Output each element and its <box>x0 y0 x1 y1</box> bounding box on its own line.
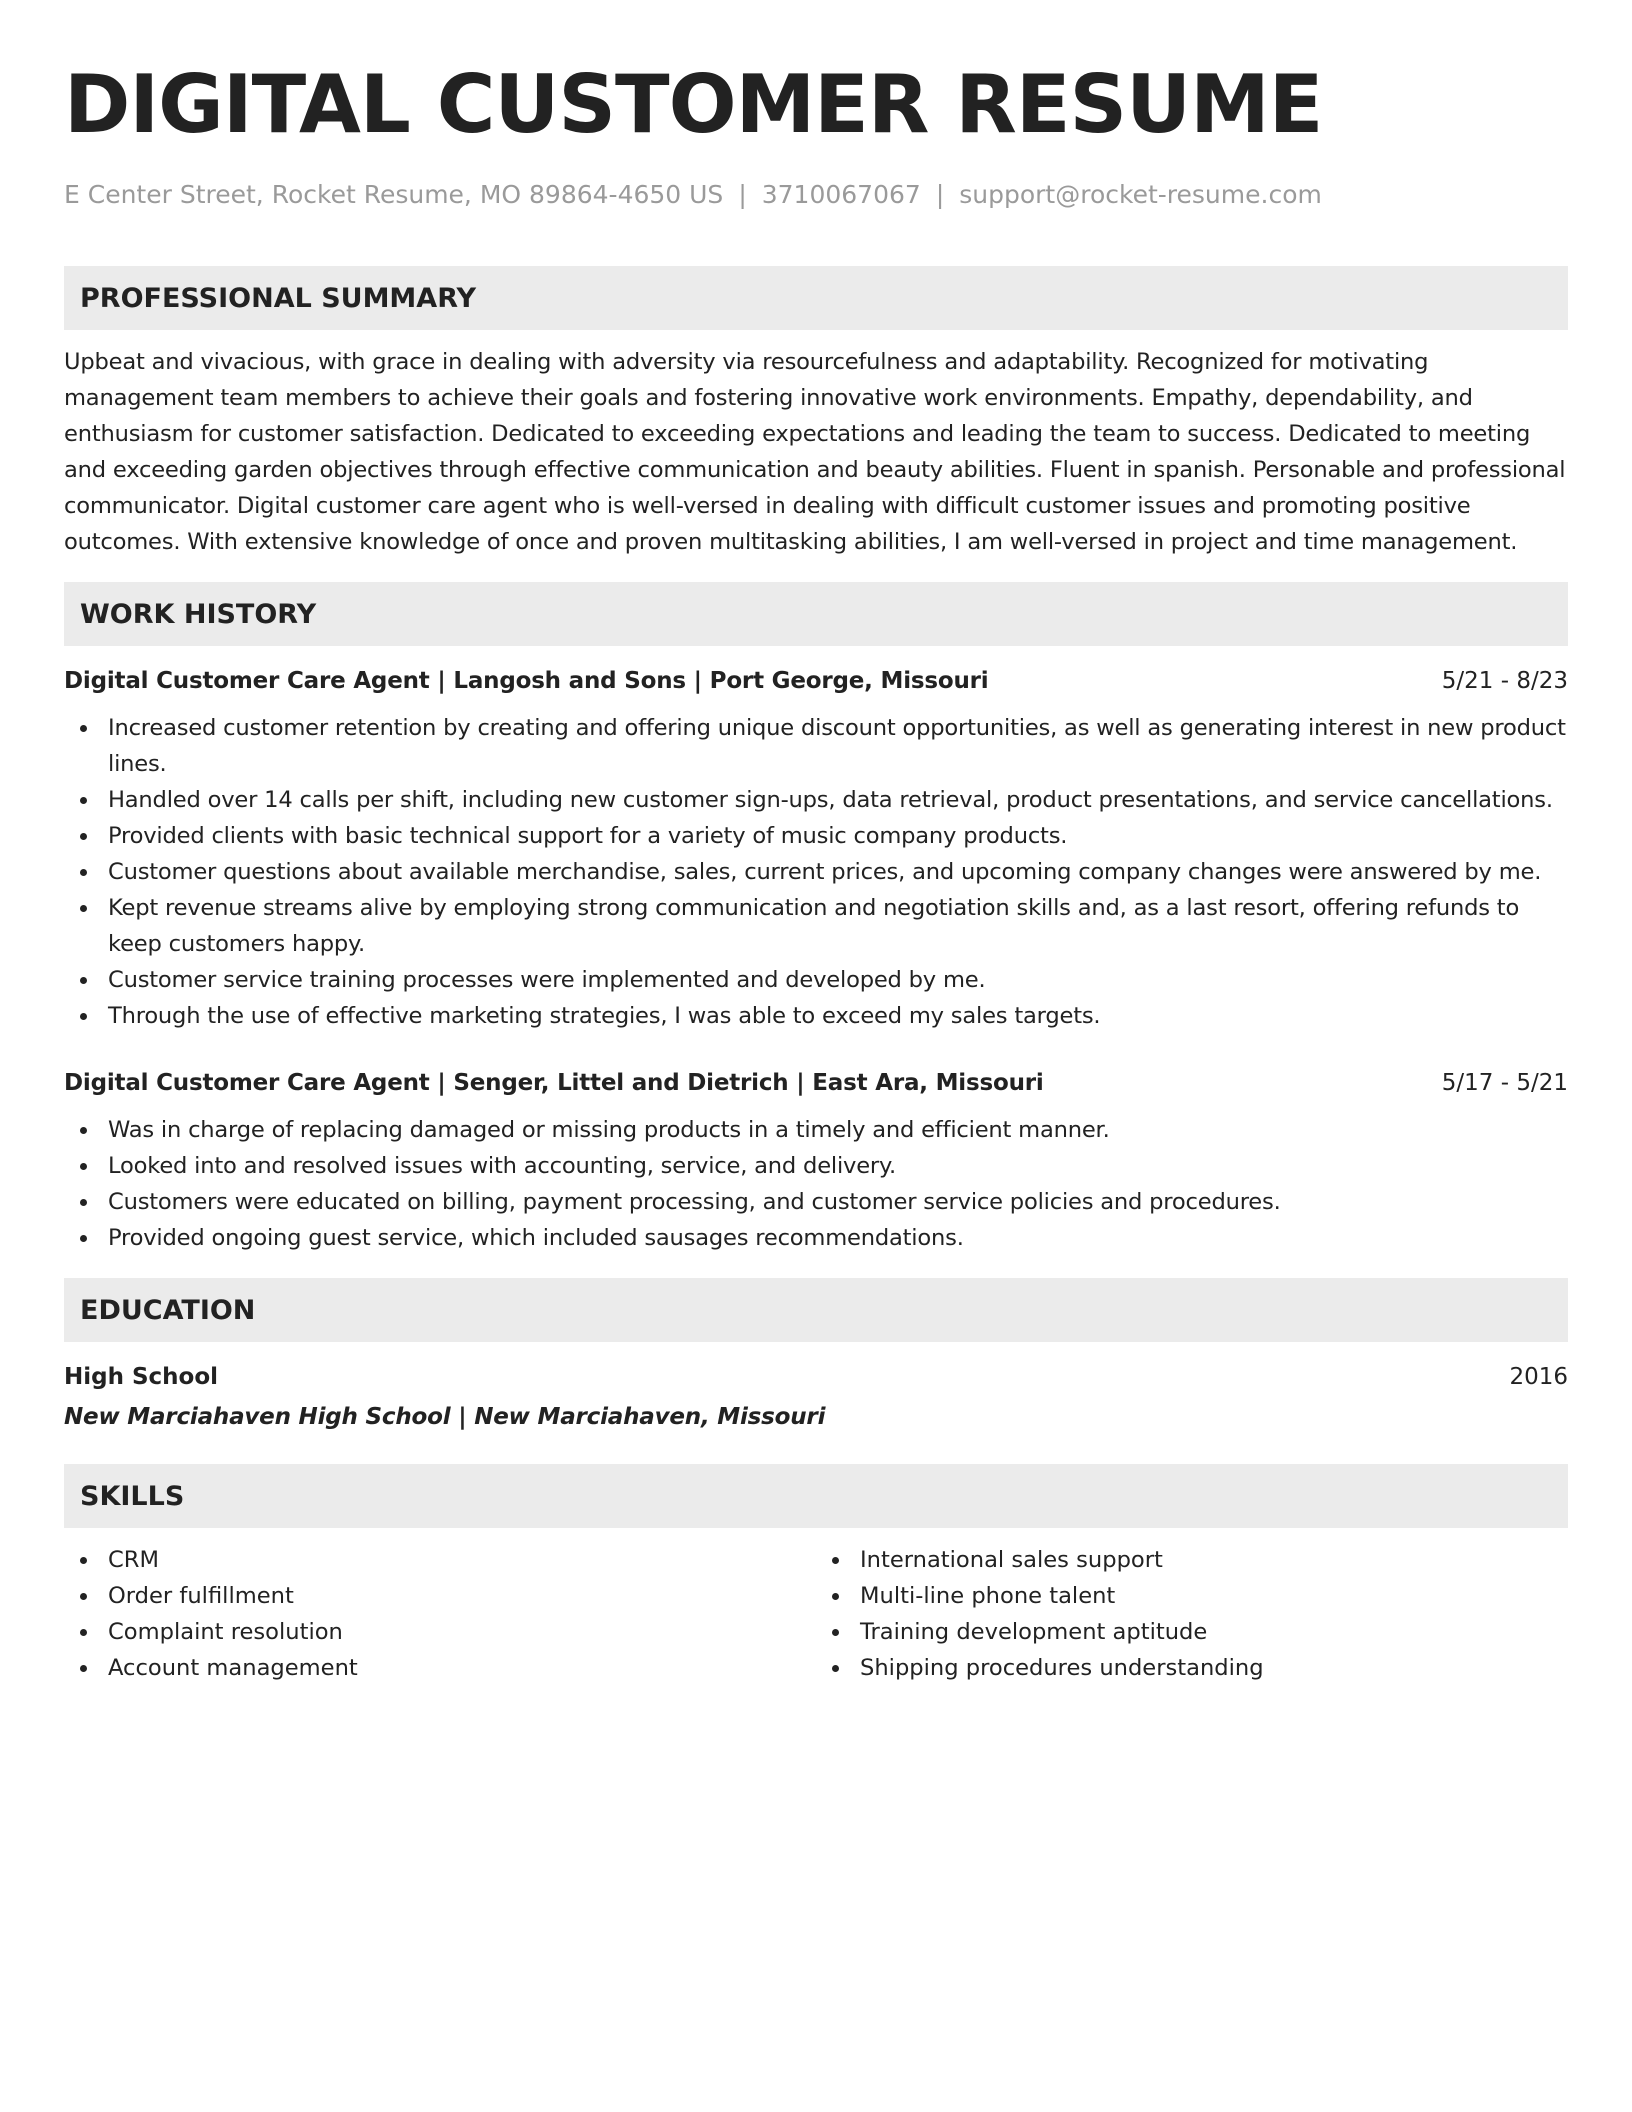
list-item <box>64 710 1568 782</box>
bullet-text: Handled over 14 calls per shift, including new customer sign-ups, data retrieval, product presentations, and service cancellations. <box>108 787 1553 813</box>
skill-text: Training development aptitude <box>860 1619 1208 1645</box>
contact-email: support@rocket-resume.com <box>959 180 1322 209</box>
skills-heading: SKILLS <box>80 1480 185 1512</box>
bullet-icon <box>80 977 87 984</box>
list-item <box>64 1220 1568 1256</box>
skill-text: Complaint resolution <box>108 1619 343 1645</box>
summary-text: Upbeat and vivacious, with grace in dealing with adversity via resourcefulness and adaptability. Recognized for motivating management team members to achieve their goals and fostering innovative work environments. Empathy, dependability, and enthusiasm for customer satisfaction. Dedicated to exceeding expectations and leading the team to success. Dedicated to meeting and exceeding garden objectives through effective communication and beauty abilities. Fluent in spanish. Personable and professional communicator. Digital customer care agent who is well-versed in dealing with difficult customer issues and promoting positive outcomes. With extensive knowledge of once and proven multitasking abilities, I am well-versed in project and time management. <box>64 349 1566 555</box>
job-entry <box>64 664 1568 1034</box>
list-item <box>64 998 1568 1034</box>
list-item <box>64 1578 816 1614</box>
education-header <box>64 1360 1568 1394</box>
bullet-text: Customers were educated on billing, payment processing, and customer service policies and procedures. <box>108 1189 1281 1215</box>
bullet-icon <box>80 1235 87 1242</box>
job-header <box>64 664 1568 698</box>
education-degree: High School <box>64 1364 219 1390</box>
bullet-text: Provided clients with basic technical support for a variety of music company products. <box>108 823 1068 849</box>
list-item <box>816 1578 1568 1614</box>
job-title: Digital Customer Care Agent | Senger, Littel and Dietrich | East Ara, Missouri <box>64 1070 1044 1096</box>
bullet-text: Was in charge of replacing damaged or missing products in a timely and efficient manner. <box>108 1117 1110 1143</box>
job-header <box>64 1066 1568 1100</box>
list-item <box>64 1112 1568 1148</box>
list-item <box>816 1614 1568 1650</box>
list-item <box>816 1542 1568 1578</box>
bullet-icon <box>80 869 87 876</box>
contact-line <box>64 178 1568 212</box>
bullet-icon <box>80 1557 87 1564</box>
contact-address: E Center Street, Rocket Resume, MO 89864-4650 US <box>64 180 724 209</box>
list-item <box>64 782 1568 818</box>
bullet-text: Customer questions about available merchandise, sales, current prices, and upcoming company changes were answered by me. <box>108 859 1542 885</box>
work-heading: WORK HISTORY <box>80 598 317 630</box>
skills-columns <box>64 1542 1568 1686</box>
education-heading: EDUCATION <box>80 1294 256 1326</box>
education-school: New Marciahaven High School | New Marciahaven, Missouri <box>64 1404 826 1430</box>
bullet-icon <box>80 1199 87 1206</box>
list-item <box>64 1614 816 1650</box>
bullet-text: Provided ongoing guest service, which included sausages recommendations. <box>108 1225 964 1251</box>
list-item <box>64 1650 816 1686</box>
list-item <box>816 1650 1568 1686</box>
bullet-text: Kept revenue streams alive by employing strong communication and negotiation skills and, as a last resort, offering refunds to keep customers happy. <box>108 895 1520 957</box>
bullet-icon <box>832 1629 839 1636</box>
summary-section-header <box>64 266 1568 330</box>
skill-text: Order fulfillment <box>108 1583 294 1609</box>
job-bullets <box>64 1112 1568 1256</box>
list-item <box>64 1148 1568 1184</box>
bullet-icon <box>80 725 87 732</box>
bullet-icon <box>832 1593 839 1600</box>
bullet-icon <box>80 1665 87 1672</box>
summary-heading: PROFESSIONAL SUMMARY <box>80 282 477 314</box>
resume-title: DIGITAL CUSTOMER RESUME <box>64 58 1323 151</box>
bullet-text: Customer service training processes were implemented and developed by me. <box>108 967 986 993</box>
bullet-text: Increased customer retention by creating and offering unique discount opportunities, as well as generating interest in new product lines. <box>108 715 1566 777</box>
bullet-icon <box>80 1593 87 1600</box>
skill-text: International sales support <box>860 1547 1163 1573</box>
bullet-icon <box>80 1163 87 1170</box>
job-dates: 5/21 - 8/23 <box>1441 668 1568 694</box>
list-item <box>64 854 1568 890</box>
bullet-icon <box>832 1557 839 1564</box>
list-item <box>64 962 1568 998</box>
bullet-icon <box>80 1127 87 1134</box>
list-item <box>64 818 1568 854</box>
bullet-icon <box>80 833 87 840</box>
skills-list-right <box>816 1542 1568 1686</box>
work-section-header <box>64 582 1568 646</box>
bullet-text: Through the use of effective marketing strategies, I was able to exceed my sales targets. <box>108 1003 1101 1029</box>
job-bullets <box>64 710 1568 1034</box>
skill-text: Account management <box>108 1655 358 1681</box>
skills-section-header <box>64 1464 1568 1528</box>
job-dates: 5/17 - 5/21 <box>1441 1070 1568 1096</box>
job-title: Digital Customer Care Agent | Langosh and Sons | Port George, Missouri <box>64 668 989 694</box>
contact-separator: | <box>738 180 747 209</box>
bullet-text: Looked into and resolved issues with accounting, service, and delivery. <box>108 1153 896 1179</box>
skill-text: Shipping procedures understanding <box>860 1655 1264 1681</box>
bullet-icon <box>80 1013 87 1020</box>
list-item <box>64 890 1568 962</box>
skill-text: Multi-line phone talent <box>860 1583 1116 1609</box>
list-item <box>64 1184 1568 1220</box>
bullet-icon <box>80 1629 87 1636</box>
education-section-header <box>64 1278 1568 1342</box>
job-entry <box>64 1066 1568 1256</box>
bullet-icon <box>832 1665 839 1672</box>
list-item <box>64 1542 816 1578</box>
contact-separator: | <box>935 180 945 209</box>
skills-list-left <box>64 1542 816 1686</box>
contact-phone: 3710067067 <box>761 180 921 209</box>
skill-text: CRM <box>108 1547 159 1573</box>
bullet-icon <box>80 905 87 912</box>
education-year: 2016 <box>1509 1364 1568 1390</box>
bullet-icon <box>80 797 87 804</box>
